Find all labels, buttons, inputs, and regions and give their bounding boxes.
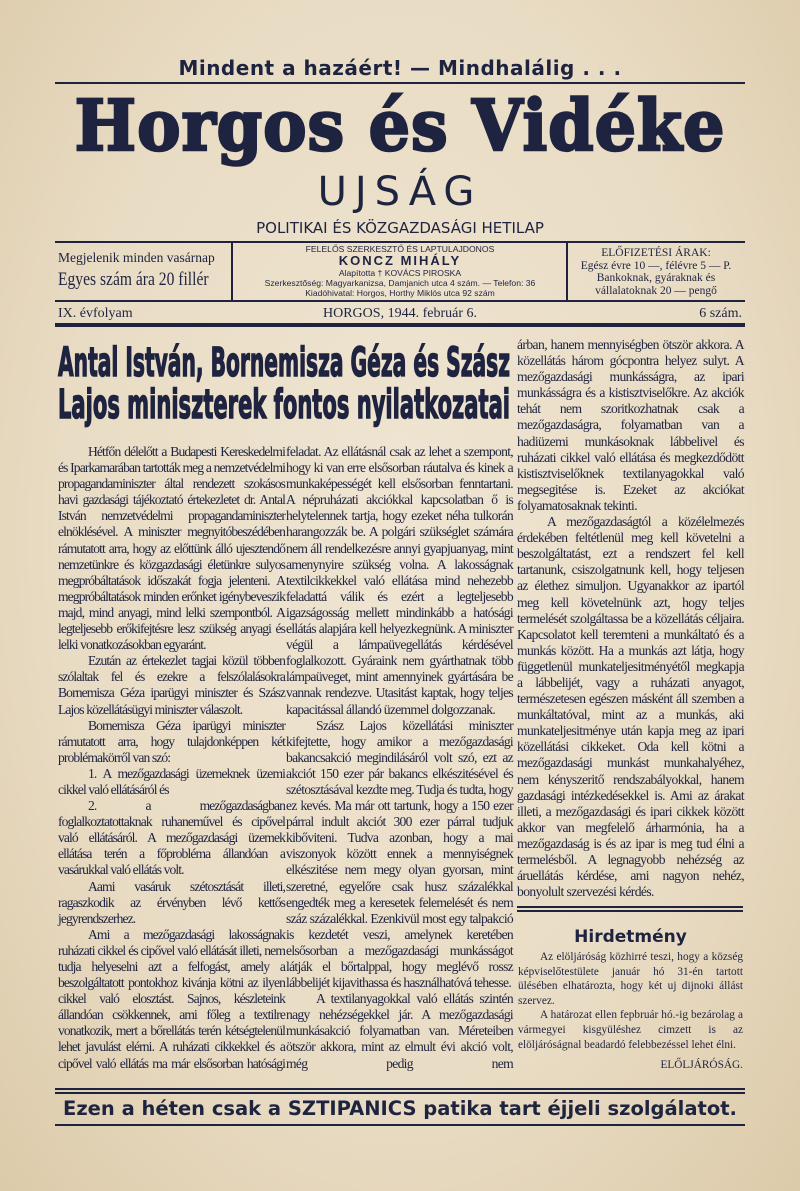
article-column-3 — [517, 337, 744, 900]
article-paragraph: Szász Lajos közellátási miniszter kifejtette, hogy amikor a mezőgazdasági bakancsakció megindilásáról volt szó, ezt az akciót 150 ezer pár bakancs elkészitésével és szétosztásával kezdte meg. Tudja és tudta, hogy ez kevés. Ma már ott tartunk, hogy a 150 ezer párral indult akciót 300 ezer párral tudjuk kibőviteni. Tudva azonban, hogy a mai viszonyok között ennek a mennyiségnek elkészitése nem megy olyan gyorsan, mint szeretné, egyelőre csak husz százalékkal engedték meg a keresetek felemelését és nem száz százalékkal. Ezenkivül most egy talpakció is kezdetét veszi, amelynek keretében elsősorban a mezőgazdasági munkásságot látják el bőrtalppal, hogy meglévő rossz lábbelijét kijavithassa és használhatóvá tehesse. — [286, 717, 513, 991]
founder: Alapította † KOVÁCS PIROSKA — [338, 268, 462, 278]
notice-box — [518, 924, 743, 1073]
headline-line: Antal István, Bornemisza Géza és Szász — [58, 340, 510, 386]
notice-paragraph: Az elöljáróság közhirré teszi, hogy a község képviselőtestülete január hó 31-én tartott ülésében elhatározta, hogy két uj dijnoki állást szervez. — [518, 951, 743, 1007]
article-column-2 — [286, 444, 513, 1072]
issue-number: 6 szám. — [699, 306, 742, 321]
tagline: POLITIKAI ÉS KÖZGAZDASÁGI HETILAP — [256, 219, 544, 237]
publication-info — [58, 244, 230, 300]
publication-schedule: Megjelenik minden vasárnap — [58, 250, 215, 265]
subscription-line: Bankoknak, gyáraknak és vállalatoknak 20 — pengő — [595, 272, 717, 297]
divider — [517, 906, 743, 908]
publisher-address: Kiadóhivatal: Horgos, Horthy Miklós utca 92 szám — [305, 288, 495, 298]
divider — [55, 1124, 745, 1126]
newspaper-subtitle: UJSÁG — [317, 169, 483, 215]
headline — [58, 342, 510, 426]
notice-signature: ELŐLJÁRÓSÁG. — [660, 1059, 743, 1072]
article-paragraph: Aami vasáruk szétosztását illeti, ragaszkodik az érvényben lévő kettős jegyrendszerhez. — [58, 878, 285, 926]
dateline: HORGOS, 1944. február 6. — [323, 306, 477, 321]
article-paragraph: A mezőgazdaságtól a közélelmezés érdekében feltétlenül meg kell követelni a beszolgáltatást, ezt a rendszert fel kell tartanunk, csiszolgatnunk kell, hogy teljesen az élethez simuljon. Ugyanakkor az ipartól meg kell követelnünk azt, hogy teljes termelését szolgáltassa be a közellátás céljaira. Kapcsolatot kell teremteni a munkáltató és a munkás között. Ha a munkás azt látja, hogy függetlenül munkateljesitményétől megkapja a lábbelijét, vagy a ruházati anyagot, természetesen egészen másként áll szemben a munkáltatóval, mint az a munkás, aki munkateljesitménye után kapja meg az ipari közellátási cikkeket. Oda kell kötni a mezőgazdasági munkást munkahalyéhez, nem kényszeritő rendszabályokkal, hanem gazdasági intézkedésekkel is. Ami az árakat illeti, a mezőgazdasági és ipari cikkek között akkor van megfelelő árharmónia, ha a mezőgazdaság is és az ipar is meg tud élni a termelésből. A legnagyobb nehézség az áruellátás kérdése, ami nagyon nehéz, bonyolult szervezési kérdés. — [517, 514, 744, 900]
newspaper-title: Horgos és Vidéke — [74, 84, 726, 167]
article-paragraph: A textilanyagokkal való ellátás szintén nagy nehézségekkel jár. A mezőgazdasági munkásakció folyamatban van. Méreteiben ötször akkora, mint az elmult évi akció volt, még pedig nem — [286, 991, 513, 1071]
article-paragraph: Hétfőn délelőtt a Budapesti Kereskedelmi és Iparkamarában tartották meg a nemzetvédelmi propagandaminiszter által rendezett szokásos havi gazdasági tájékoztató értekezletet dr. Antal István nemzetvédelmi propagandaminiszter elnöklésével. A miniszter megnyitóbeszédében rámutatott arra, hogy az előttünk álló ujesztendő nemzetünkre és közgazdasági életünkre sulyos megpróbáltatások időszakát fogja jelenteni. A megpróbáltatások minden erőnket igénybeveszik majd, mind anyagi, mind lelki szempontból. A legteljesebb erőkifejtésre lesz szükség anyagi és lelki vonatkozásokban egyaránt. — [58, 444, 285, 653]
article-paragraph: Ezután az értekezlet tagjai közül többen szólaltak fel és ezekre a felszólalásokra Bornemisza Géza iparügyi miniszter és Szász Lajos közellátásügyi miniszter válaszolt. — [58, 653, 285, 717]
notice-title: Hirdetmény — [574, 927, 687, 947]
subscription-prices — [568, 244, 744, 303]
article-paragraph: 1. A mezőgazdasági üzemeknek üzemi cikkel való ellátásáról és — [58, 765, 285, 797]
divider — [55, 300, 745, 302]
divider — [231, 243, 233, 300]
editor-role: FELELŐS SZERKESZTŐ ÉS LAPTULAJDONOS — [305, 244, 495, 254]
article-paragraph: 2. a mezőgazdaságban foglalkoztatottaknak ruhaneművel és cipővel való ellátásáról. A mezőgazdasági üzemek ellátása terén a főprobléma állandóan a vasárukkal való ellátás volt. — [58, 798, 285, 878]
volume: IX. évfolyam — [58, 306, 133, 321]
article-paragraph: feladat. Az ellátásnál csak az lehet a szempont, hogy ki van erre elsősorban ráutalva és kinek a munkaképességét kell elsősorban fenntartani. A népruházati akciókkal kapcsolatban ő is helytelennek tartja, hogy ezeket néha tulkorán harangozzák be. A polgári szükséglet számára nem áll rendelkezésre annyi gyapjuanyag, mint amenynyire szükség volna. A lakosságnak textilcikkekkel való ellátása mind nehezebb feladattá válik és ezért a legteljesebb igazságosság mellett mindinkább a hatósági ellátás alapjára kell helyezkegnünk. A miniszter végül a lámpaüvegellátás kérdésével foglalkozott. Gyáraink nem gyárthatnak több lámpaüveget, mint amennyinek gyártására be vannak rendezve. Utasitást kaptak, hogy teljes kapacitással állandó üzemmel dolgozzanak. — [286, 444, 513, 717]
article-paragraph: Bornemisza Géza iparügyi miniszter rámutatott arra, hogy tulajdonképpen két problémakörről van szó: — [58, 717, 285, 765]
editor-name: KONCZ MIHÁLY — [338, 253, 462, 268]
footer-notice: Ezen a héten csak a SZTIPANICS patika tart éjjeli szolgálatot. — [63, 1097, 737, 1120]
editorial-address: Szerkesztőség: Magyarkanizsa, Damjanich utca 4 szám. — Telefon: 36 — [264, 278, 536, 288]
divider — [55, 241, 745, 243]
price: Egyes szám ára 20 fillér — [58, 269, 209, 290]
article-column-1 — [58, 444, 285, 1072]
divider — [55, 1092, 745, 1094]
article-paragraph: árban, hanem mennyiségben ötször akkora. A közellátás három gócpontra helyez sulyt. A mezőgazdasági munkásságra, az ipari munkásságra és a kistisztviselőkre. Az akciók tehát nem szoritkozhatnak csak a mezőgazdaságra, folyamatban van a hadiüzemi munkásoknak lábbelivel és ruházati cikkel való ellátása és megkezdődött kistisztviselőknek textilanyagokkal való megsegitése is. Ezeket az akciókat folyamatosaknak tekinti. — [517, 337, 744, 513]
subscription-line: Egész évre 10 —, félévre 5 — P. — [580, 259, 732, 272]
slogan: Mindent a hazáért! — Mindhalálig . . . — [178, 56, 622, 80]
article-paragraph: Ami a mezőgazdasági lakosságnak ruházati cikkel és cipővel való ellátását illeti, nem tudja helyeselni azt a felfogást, amely a beszolgáltatott pontokhoz kivánja kötni az ilyen cikkel való elosztást. Sajnos, készleteink állandóan csökkennek, ami főleg a textilre vonatkozik, mert a bőrellátás terén kétségtelenül lehet javulást elérni. A ruházati cikkekkel és a cipővel való ellátás ma már elsősorban hatósági — [58, 926, 285, 1071]
notice-paragraph: A határozat ellen fepbruár hó.-ig bezárolag a vármegyei kisgyüléshez cimzett is az elöljáróságnal beadardó felebbezéssel lehet élni. — [518, 1009, 743, 1051]
divider — [517, 910, 743, 912]
editor-info — [234, 244, 566, 300]
subscription-heading: ELŐFIZETÉSI ÁRAK: — [601, 247, 711, 259]
headline-line: Lajos miniszterek fontos nyilatkozatai — [58, 382, 510, 428]
divider — [55, 323, 745, 327]
divider — [55, 1088, 745, 1090]
